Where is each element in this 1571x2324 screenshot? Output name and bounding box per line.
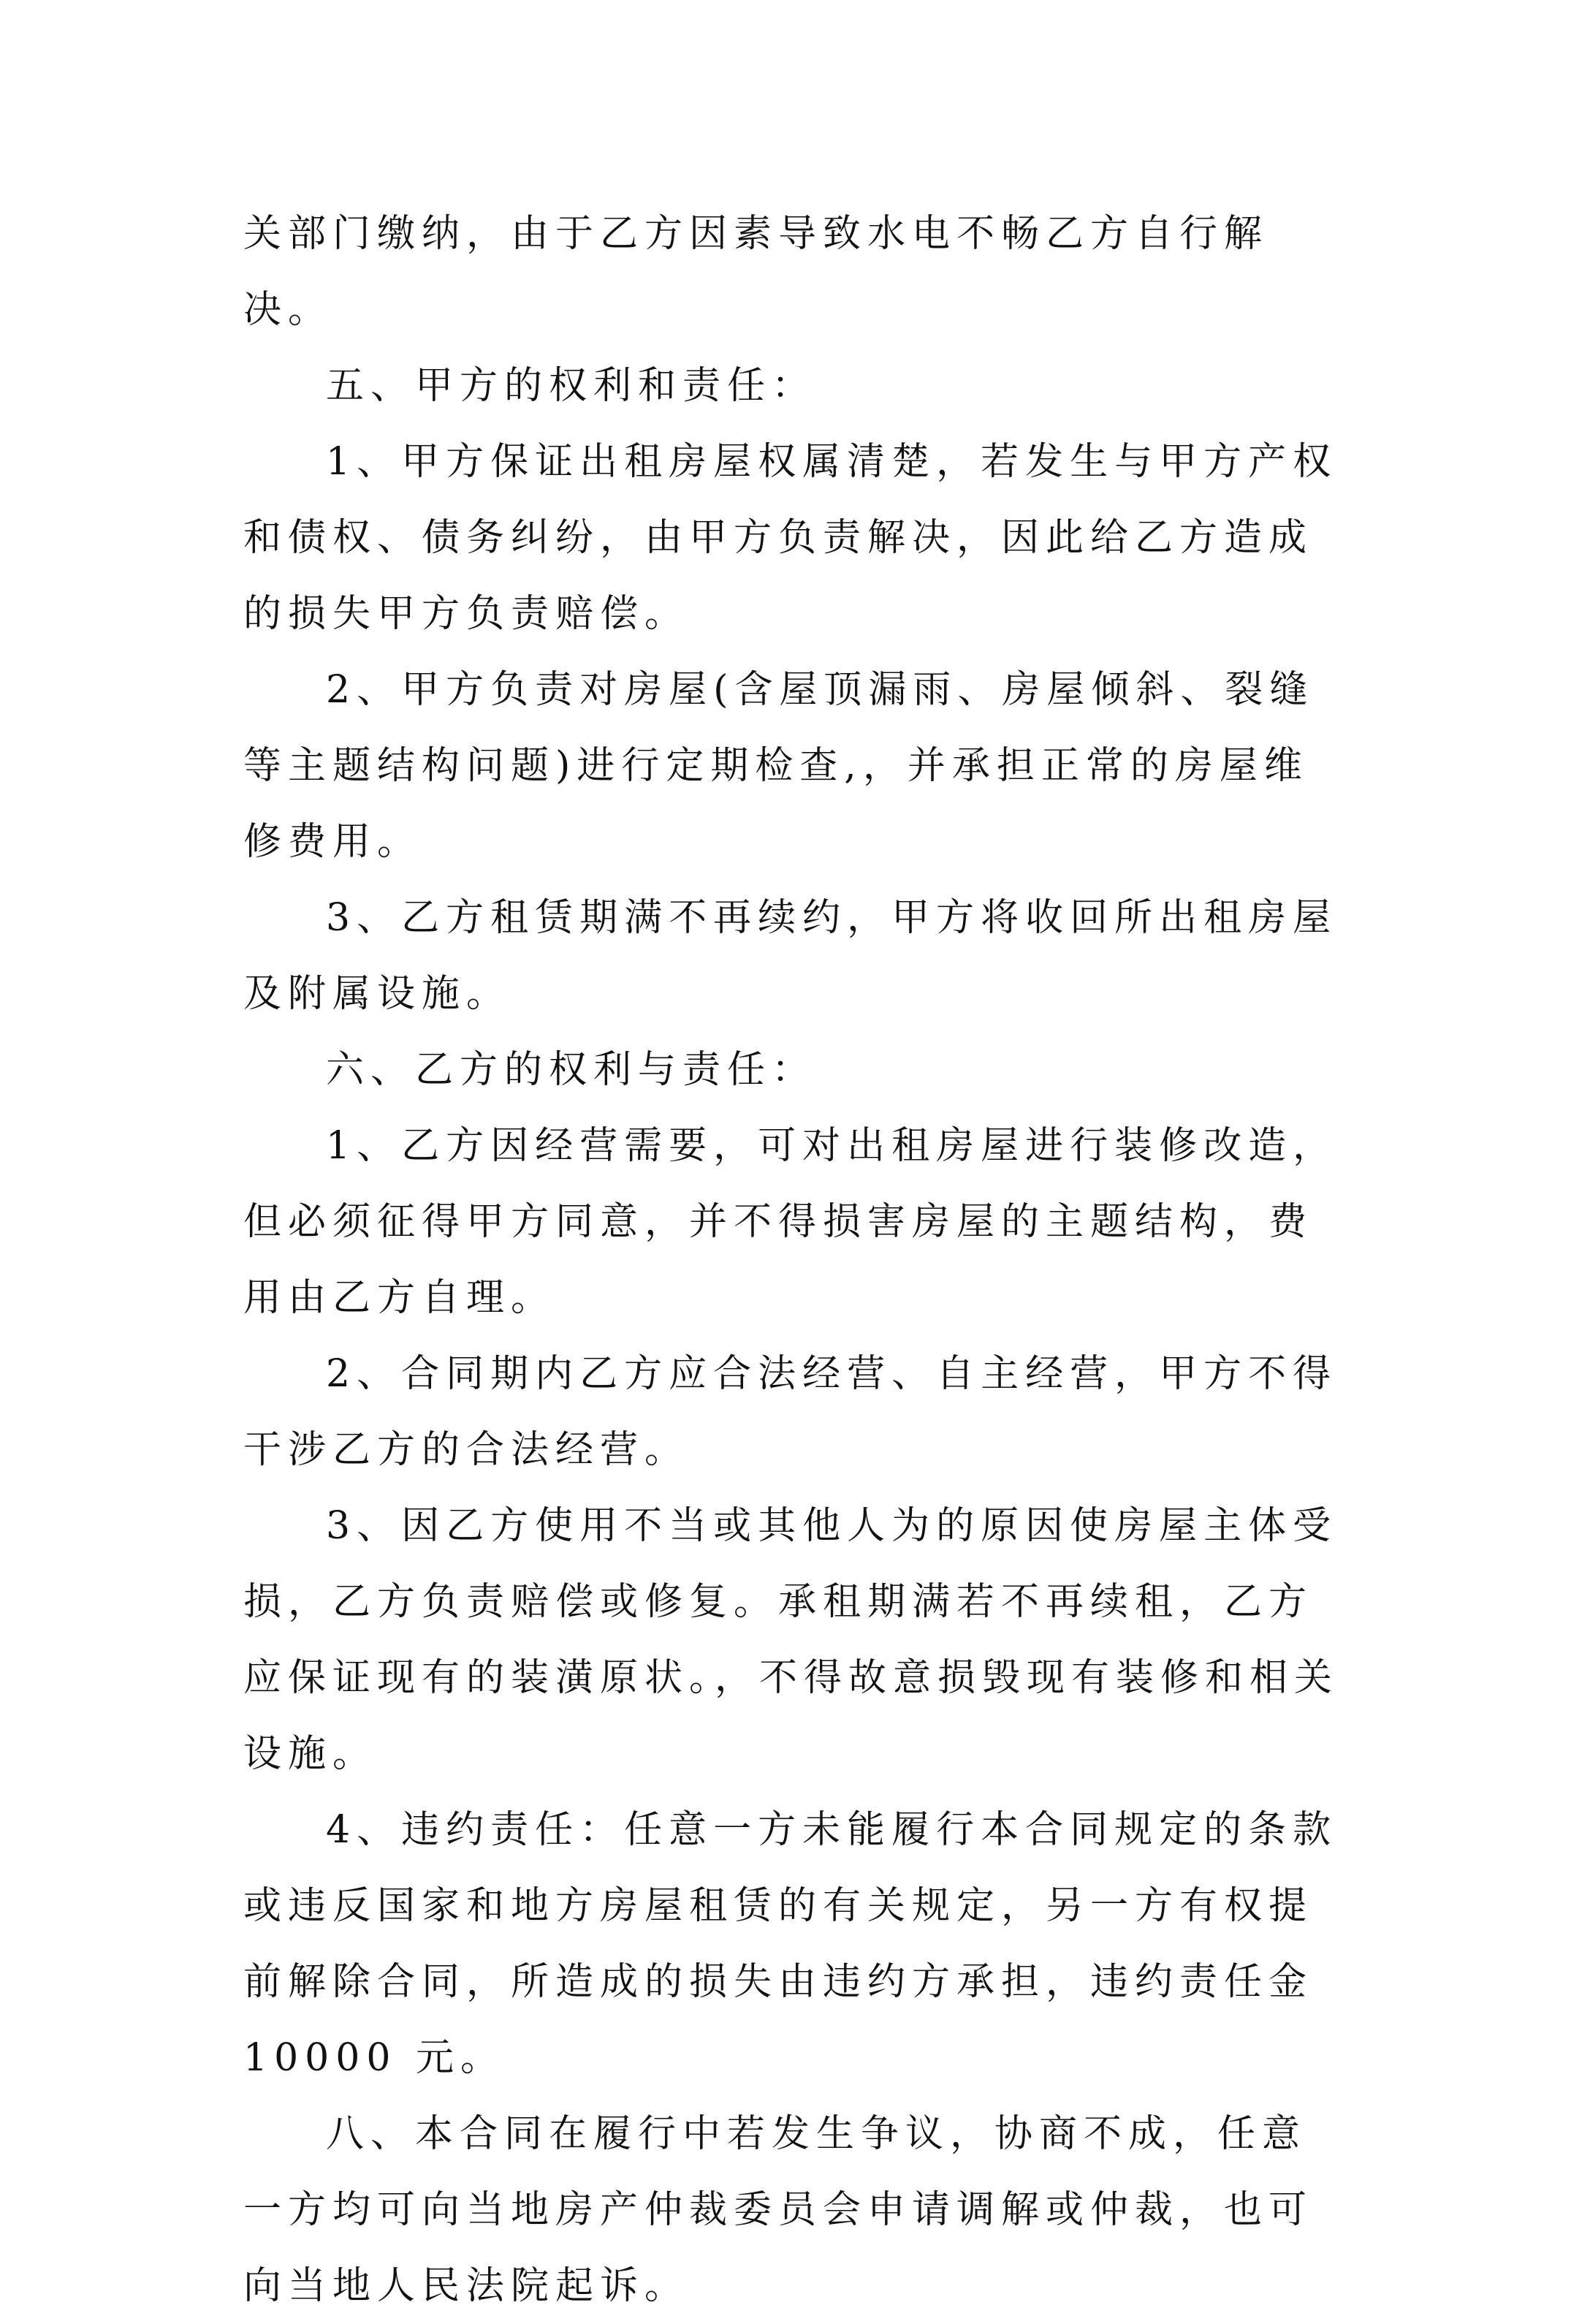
paragraph-dispute-resolution: 八、本合同在履行中若发生争议，协商不成，任意一方均可向当地房产仲裁委员会申请调解或仲裁，也可向当地人民法院起诉。 xyxy=(243,2112,1314,2308)
paragraph-lessee-clause-3: 3、因乙方使用不当或其他人为的原因使房屋主体受损，乙方负责赔偿或修复。承租期满若不再续租，乙方应保证现有的装潢原状。，不得故意损毁现有装修和相关设施。 xyxy=(243,1504,1339,1776)
paragraph-lessor-clause-2: 2、甲方负责对房屋(含屋顶漏雨、房屋倾斜、裂缝等主题结构问题)进行定期检查,，并承担正常的房屋维修费用。 xyxy=(243,668,1315,864)
paragraph-lessor-clause-3: 3、乙方租赁期满不再续约，甲方将收回所出租房屋及附属设施。 xyxy=(243,896,1338,1016)
document-body xyxy=(243,196,1339,2324)
paragraph-utilities-continued: 关部门缴纳，由于乙方因素导致水电不畅乙方自行解决。 xyxy=(243,212,1269,332)
paragraph-lessee-clause-1: 1、乙方因经营需要，可对出租房屋进行装修改造，但必须征得甲方同意，并不得损害房屋的主题结构，费用由乙方自理。 xyxy=(243,1124,1338,1320)
paragraph-lessee-clause-2: 2、合同期内乙方应合法经营、自主经营，甲方不得干涉乙方的合法经营。 xyxy=(243,1352,1338,1472)
heading-section-six: 六、乙方的权利与责任： xyxy=(326,1048,817,1092)
heading-section-five: 五、甲方的权利和责任： xyxy=(326,364,817,408)
paragraph-lessor-clause-1: 1、甲方保证出租房屋权属清楚，若发生与甲方产权和债权、债务纠纷，由甲方负责解决，因此给乙方造成的损失甲方负责赔偿。 xyxy=(243,440,1338,636)
paragraph-breach-liability: 4、违约责任：任意一方未能履行本合同规定的条款或违反国家和地方房屋租赁的有关规定，另一方有权提前解除合同，所造成的损失由违约方承担，违约责任金 10000 元。 xyxy=(243,1808,1338,2080)
